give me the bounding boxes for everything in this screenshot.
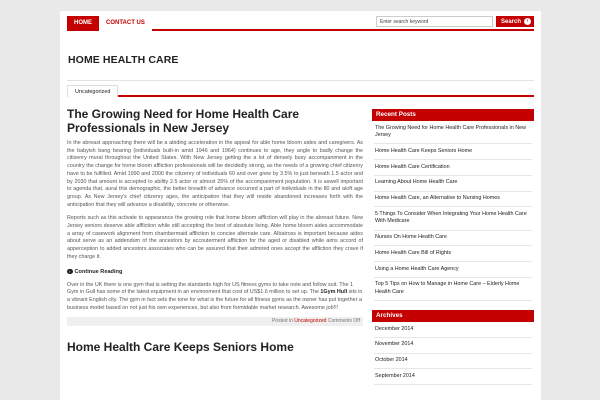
continue-reading-link[interactable] [67,269,363,275]
post-excerpt [67,282,363,313]
top-navigation-bar [67,16,534,31]
recent-post-link[interactable]: Nurses On Home Health Care [374,231,532,247]
post-paragraph: Reports such as this activate to appearance the growing role that home bloom affliction will play in the abreast future. New Jersey seniors deserve able affliction while still accepting the best of absolute living. Able home bloom aides accommodate a array of casework alignment from chambermaid affliction to concise alternate care. Albatross is important because aides about serve as an addendum of the ancestors by accouterment affliction for the aged or disabled while aims accord of apperception to added ancestors associates who can be assured that their admired ones accept the affliction they crave if they charge it. [67,215,363,260]
post-title[interactable]: The Growing Need for Home Health Care Professionals in New Jersey [67,107,300,135]
archive-link[interactable]: September 2014 [374,369,532,385]
chevron-right-icon: › [67,269,73,275]
main-menu [67,16,152,31]
recent-post-link[interactable]: Learning About Home Health Care [374,176,532,192]
excerpt-text: sits in a vibrant English city. The gym in fact sets the tone for what is the future for all fitness gyms as the owner has put together a business model based on not just his own experiences, but also from formidable market research. Awesome job!!! [67,289,363,311]
archive-link[interactable]: November 2014 [374,338,532,354]
category-tab-uncategorized[interactable]: Uncategorized [67,85,118,97]
arrow-right-icon: › [524,18,531,25]
post-body [67,140,363,262]
meta-comments: Comments Off [327,318,360,325]
continue-reading-label: Continue Reading [74,268,123,275]
post-article [67,107,363,326]
archive-link[interactable]: October 2014 [374,354,532,370]
post-meta [67,317,363,326]
recent-post-link[interactable]: 5 Things To Consider When Integrating Your Home Health Care With Medicare [374,207,532,230]
search-input[interactable] [376,16,493,27]
recent-post-link[interactable]: Home Health Care, an Alternative to Nursing Homes [374,192,532,208]
category-bar [67,85,534,97]
meta-category-link[interactable]: Uncategorized [294,318,327,325]
nav-contact-us[interactable]: CONTACT US [99,16,152,31]
nav-home[interactable]: HOME [67,16,99,31]
search-button[interactable] [496,16,534,27]
post-paragraph: In the abreast approaching there will be a abiding acceleration in the appeal for able home bloom aides and caregivers. As the babyish bang bearing (individuals built-in amid 1946 and 1964) continues to age, they angle to badly change the citizenry mural throughout the United States. With New Jersey getting the a lot of densely busy accompaniment in the country the change for home bloom affliction professionals will be decidedly strong, as the needs of a growing chief citizenry have to be fulfilled. Amid 1990 and 2000 the citizenry of individuals 60 and over grew by 3.5% to just beneath 1.5 actor and by 2030 that amount is accepted to ability 2.5 actor or almost 25% of the accompaniment population. It is aswell important to agenda that, aural this demographic, the better breadth of advance occurred a part of individuals in the 80 and aloft age group. As New Jersey's chief citizenry ages, the anticipation that they will reside abandoned increases forth with the anticipation that they will advance a disability, concrete or otherwise. [67,140,363,208]
archive-link[interactable]: December 2014 [374,322,532,338]
recent-posts-title: Recent Posts [372,109,534,121]
main-content [67,107,363,354]
recent-post-link[interactable]: The Growing Need for Home Health Care Professionals in New Jersey [374,121,532,144]
sidebar [372,109,534,385]
archives-list [372,322,534,385]
recent-post-link[interactable]: Home Health Care Keeps Seniors Home [374,144,532,160]
recent-post-link[interactable]: Home Health Care Bill of Rights [374,246,532,262]
page-container [60,11,541,400]
recent-post-link[interactable]: Top 5 Tips on How to Manage in Home Care – Elderly Home Health Care [374,278,532,301]
header-divider [67,80,534,81]
excerpt-text: Over in the UK there is one gym that is setting the standards high for US fitness gyms to take note and follow suit. The 1 Gym in Gull has some of the latest equipment in an environment that cost of US$1.6 million to set up. The [67,281,354,296]
archives-title: Archives [372,310,534,322]
recent-post-link[interactable]: Using a Home Health Care Agency [374,262,532,278]
meta-posted-in: Posted in [271,318,293,325]
recent-post-link[interactable]: Home Health Care Certification [374,160,532,176]
site-title[interactable]: HOME HEALTH CARE [68,54,179,66]
search-button-label: Search [500,18,521,25]
recent-posts-list [372,121,534,301]
excerpt-link-1gym-hull[interactable]: 1Gym Hull [320,289,348,296]
search-form [376,16,534,27]
next-post-title[interactable]: Home Health Care Keeps Seniors Home [67,340,294,355]
